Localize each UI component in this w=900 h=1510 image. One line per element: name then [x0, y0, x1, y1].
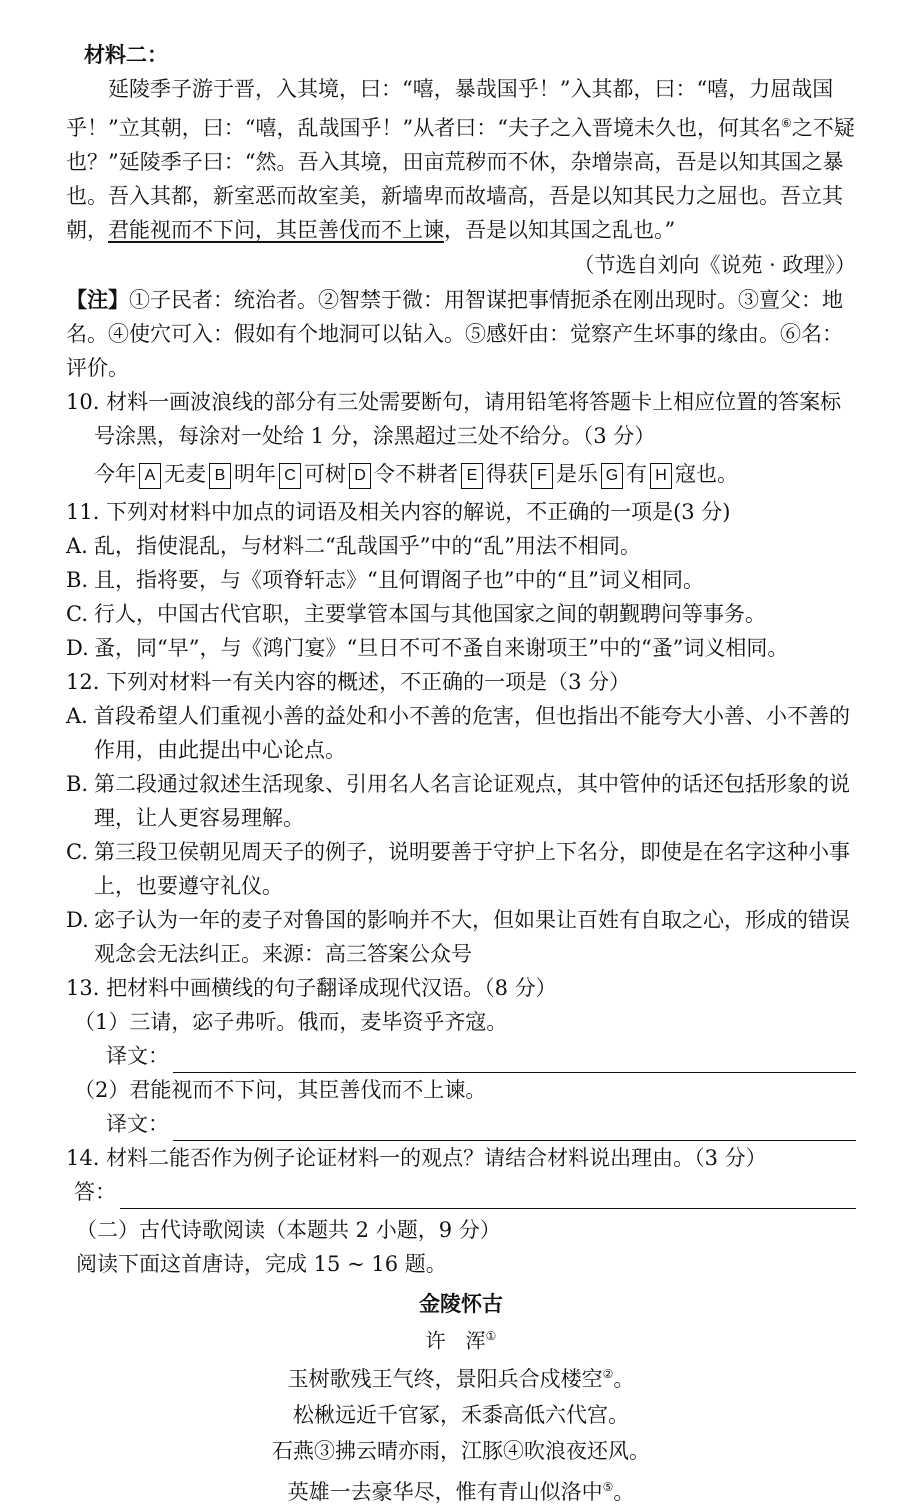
poem-line-4 [66, 1469, 856, 1510]
q10-seg: 得获 [486, 462, 528, 486]
q10-box-a[interactable]: A [139, 463, 161, 489]
option-label: A. [66, 534, 88, 558]
q12-option-a[interactable] [66, 699, 856, 767]
section2-instruction: 阅读下面这首唐诗，完成 15 ~ 16 题。 [76, 1252, 447, 1276]
option-text: 蚤，同“早”，与《鸿门宴》“旦日不可不蚤自来谢项王”中的“蚤”词义相同。 [94, 636, 789, 660]
q10-box-h[interactable]: H [650, 463, 672, 489]
note-marker-6: ⑥ [780, 116, 792, 130]
option-label: D. [66, 636, 89, 660]
q13-item-1: （1）三请，宓子弗听。俄而，麦毕资乎齐寇。 [74, 1010, 508, 1034]
answer-label: 译文： [106, 1044, 169, 1068]
q12-option-c[interactable] [66, 835, 856, 903]
option-text: 乱，指使混乱，与材料二“乱哉国乎”中的“乱”用法不相同。 [94, 534, 641, 558]
notes [66, 283, 856, 385]
option-label: C. [66, 602, 88, 626]
note-marker-5: ⑤ [602, 1479, 614, 1494]
q11-option-d[interactable] [66, 631, 856, 665]
option-label: B. [66, 568, 89, 592]
option-text: 且，指将要，与《项脊轩志》“且何谓阁子也”中的“且”词义相同。 [94, 568, 704, 592]
poem-line-end: 。 [613, 1366, 635, 1391]
material2-underlined-sentence: 君能视而不下问，其臣善伐而不上谏 [108, 218, 444, 242]
q11-option-a[interactable] [66, 529, 856, 563]
q10-box-f[interactable]: F [531, 463, 553, 489]
q12-stem: 12. 下列对材料一有关内容的概述，不正确的一项是（3 分） [66, 670, 631, 694]
option-label: B. [66, 772, 89, 796]
notes-text: ①子民者：统治者。②智禁于微：用智谋把事情扼杀在刚出现时。③亶父：地名。④使穴可入：假如有个地洞可以钻入。⑤感奸由：觉察产生坏事的缘由。⑥名：评价。 [66, 288, 843, 380]
poem-line-text: 玉树歌残王气终，景阳兵合戍楼空 [287, 1366, 603, 1391]
q14-stem: 14. 材料二能否作为例子论证材料一的观点？请结合材料说出理由。（3 分） [66, 1146, 767, 1170]
q10-box-e[interactable]: E [461, 463, 483, 489]
material2-text-1: 延陵季子游于晋，入其境，曰：“嘻，暴哉国乎！”入其都，曰：“嘻，力屈哉国乎！”立其朝，曰：“嘻，乱哉国乎！”从者曰：“夫子之入晋境未久也，何其名 [66, 77, 834, 140]
q10-box-c[interactable]: C [279, 463, 301, 489]
q10-break-options [66, 455, 856, 493]
option-label: C. [66, 840, 88, 864]
q12-option-d[interactable] [66, 903, 856, 971]
q10-stem: 10. 材料一画波浪线的部分有三处需要断句，请用铅笔将答题卡上相应位置的答案标号涂黑，每涂对一处给 1 分，涂黑超过三处不给分。（3 分） [66, 390, 842, 448]
option-label: A. [66, 704, 88, 728]
q10-seg: 明年 [234, 462, 276, 486]
option-text: 行人，中国古代官职，主要掌管本国与其他国家之间的朝觐聘问等事务。 [94, 602, 766, 626]
option-label: D. [66, 908, 89, 932]
q14-answer[interactable] [66, 1175, 856, 1209]
q10-box-g[interactable]: G [601, 463, 623, 489]
q10-box-d[interactable]: D [349, 463, 371, 489]
answer-line[interactable] [173, 1046, 856, 1073]
material2-source: （节选自刘向《说苑 · 政理》） [573, 253, 856, 277]
poem-author-name: 许 浑 [425, 1328, 486, 1353]
q10-seg: 是乐 [556, 462, 598, 486]
answer-label: 答： [74, 1180, 116, 1204]
q11-stem: 11. 下列对材料中加点的词语及相关内容的解说，不正确的一项是(3 分) [66, 500, 731, 524]
poem-line-text: 松楸远近千官冢，禾黍高低六代宫。 [293, 1402, 629, 1427]
q11-option-c[interactable] [66, 597, 856, 631]
q10-seg: 有 [626, 462, 647, 486]
poem-line-3 [66, 1433, 856, 1469]
q10-seg: 寇也。 [675, 462, 738, 486]
poem-line-end: 。 [613, 1479, 635, 1504]
poem-line-1 [66, 1356, 856, 1397]
q12-option-b[interactable] [66, 767, 856, 835]
poem-line-text: 英雄一去豪华尽，惟有青山似洛中 [287, 1479, 603, 1504]
poem-title: 金陵怀古 [419, 1291, 503, 1316]
material2-paragraph [66, 72, 856, 247]
note-marker-1: ① [485, 1329, 497, 1343]
option-text: 宓子认为一年的麦子对鲁国的影响并不大，但如果让百姓有自取之心，形成的错误观念会无法纠正。来源：高三答案公众号 [94, 908, 850, 966]
answer-line[interactable] [120, 1182, 856, 1209]
q10-seg: 今年 [94, 462, 136, 486]
material2-heading: 材料二： [84, 42, 168, 67]
q10-box-b[interactable]: B [209, 463, 231, 489]
material2-text-2: 之不疑也？”延陵季子曰：“然。吾入其境，田亩荒秽而不休，杂增崇高，吾是以知其国之暴也。吾入其都，新室恶而故室美，新墙卑而故墙高，吾是以知其民力之屈也。吾立其朝， [66, 116, 855, 242]
material2-text-3: ，吾是以知其国之乱也。” [444, 218, 676, 242]
q10-seg: 无麦 [164, 462, 206, 486]
section2-heading: （二）古代诗歌阅读（本题共 2 小题，9 分） [76, 1218, 501, 1242]
q10-seg: 可树 [304, 462, 346, 486]
poem-line-text: 石燕③拂云晴亦雨，江豚④吹浪夜还风。 [272, 1438, 650, 1463]
q10-seg: 令不耕者 [374, 462, 458, 486]
option-text: 第三段卫侯朝见周天子的例子，说明要善于守护上下名分，即使是在名字这种小事上，也要遵守礼仪。 [94, 840, 850, 898]
poem-author [66, 1321, 856, 1356]
q13-answer-1[interactable] [66, 1039, 856, 1073]
q13-answer-2[interactable] [66, 1107, 856, 1141]
note-marker-2: ② [602, 1366, 614, 1381]
answer-line[interactable] [173, 1114, 856, 1141]
answer-label: 译文： [106, 1112, 169, 1136]
notes-label: 【注】 [66, 287, 129, 312]
option-text: 首段希望人们重视小善的益处和小不善的危害，但也指出不能夸大小善、小不善的作用，由此提出中心论点。 [94, 704, 850, 762]
q13-stem: 13. 把材料中画横线的句子翻译成现代汉语。（8 分） [66, 976, 557, 1000]
q11-option-b[interactable] [66, 563, 856, 597]
option-text: 第二段通过叙述生活现象、引用名人名言论证观点，其中管仲的话还包括形象的说理，让人更容易理解。 [94, 772, 850, 830]
poem-line-2 [66, 1397, 856, 1433]
q13-item-2: （2）君能视而不下问，其臣善伐而不上谏。 [74, 1078, 487, 1102]
